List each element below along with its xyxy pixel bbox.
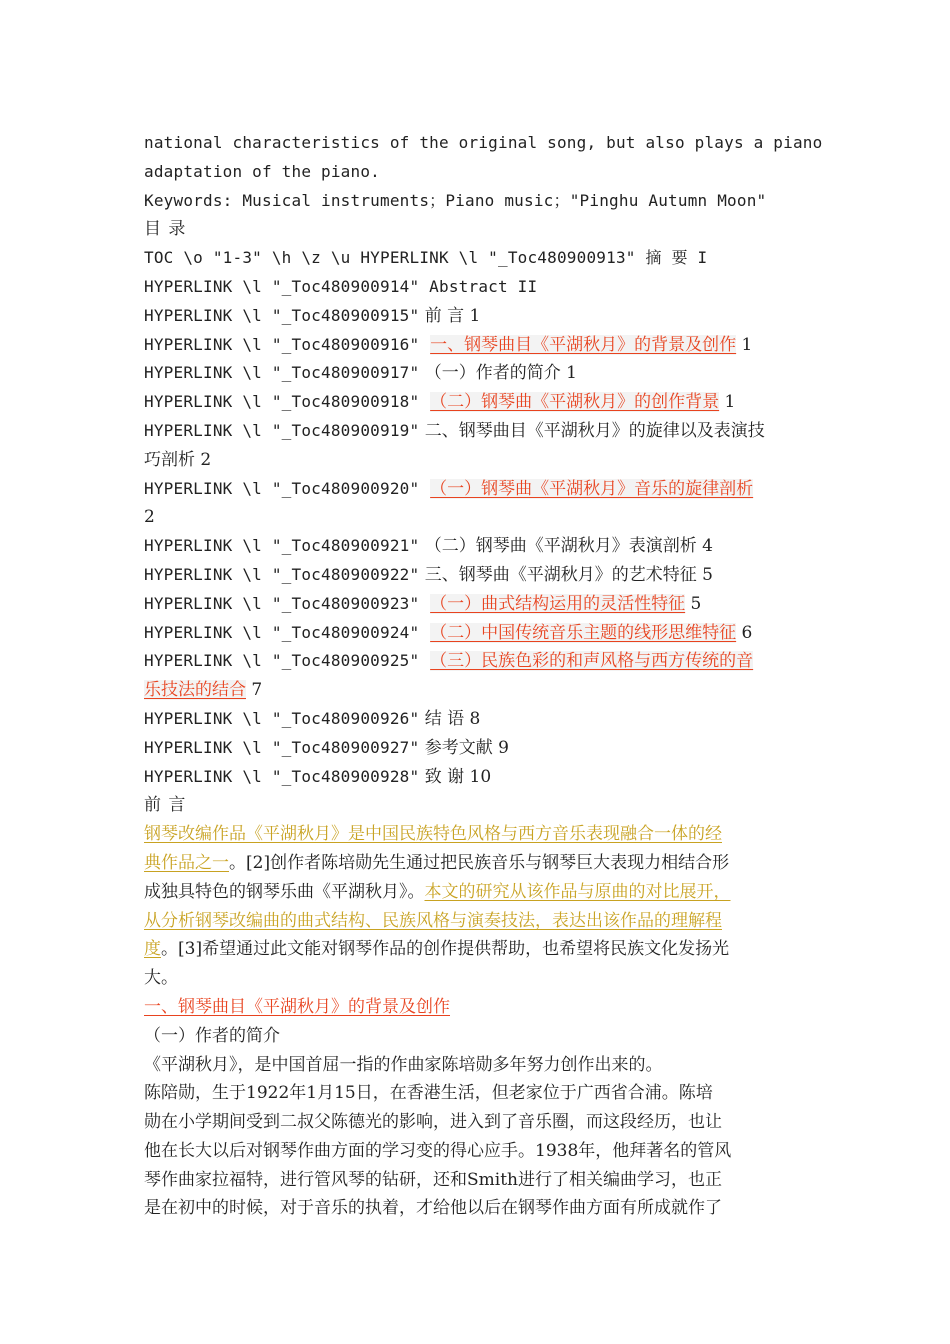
section-heading[interactable]: 一、钢琴曲目《平湖秋月》的背景及创作 [144,996,450,1017]
preface-line: 大。 [144,968,178,989]
preface-line: 从分析钢琴改编曲的曲式结构、民族风格与演奏技法，表达出该作品的理解程 [144,910,722,931]
abstract-line: national characteristics of the original song, but also plays a piano [144,133,823,152]
toc-heading: 目 录 [144,219,187,240]
toc-link: 乐技法的结合 [144,680,246,701]
toc-entry[interactable]: HYPERLINK \l "_Toc480900927" 参考文献 9 [144,737,509,758]
body-line: 《平湖秋月》，是中国首屈一指的作曲家陈培勋多年努力创作出来的。 [144,1054,663,1075]
toc-entry[interactable]: HYPERLINK \l "_Toc480900923" （一）曲式结构运用的灵活性特征 5 [144,593,702,614]
toc-entry[interactable]: HYPERLINK \l "_Toc480900928" 致 谢 10 [144,766,492,787]
toc-entry[interactable]: HYPERLINK \l "_Toc480900915" 前 言 1 [144,305,481,326]
toc-link: （三）民族色彩的和声风格与西方传统的音 [430,651,754,672]
toc-entry[interactable]: HYPERLINK \l "_Toc480900918" （二）钢琴曲《平湖秋月》的创作背景 1 [144,392,736,413]
toc-entry[interactable]: HYPERLINK \l "_Toc480900916" 一、钢琴曲目《平湖秋月》的背景及创作 1 [144,334,753,355]
toc-entry[interactable]: HYPERLINK \l "_Toc480900920" （一）钢琴曲《平湖秋月》音乐的旋律剖析 [144,478,754,499]
body-line: 陈陪勋，生于1922年1月15日，在香港生活，但老家位于广西省合浦。陈培 [144,1083,713,1104]
toc-entry[interactable]: HYPERLINK \l "_Toc480900917" （一）作者的简介 1 [144,363,577,384]
toc-link: （一）曲式结构运用的灵活性特征 [430,593,686,614]
body-line: 他在长大以后对钢琴作曲方面的学习变的得心应手。1938年，他拜著名的管风 [144,1140,732,1161]
subsection-heading: （一）作者的简介 [144,1025,280,1046]
keywords-line: Keywords: Musical instruments；Piano music；"Pinghu Autumn Moon" [144,190,767,210]
preface-line: 典作品之一。[2]创作者陈培勋先生通过把民族音乐与钢琴巨大表现力相结合形 [144,852,730,873]
toc-entry[interactable]: HYPERLINK \l "_Toc480900924" （二）中国传统音乐主题的线形思维特征 6 [144,622,753,643]
toc-field-code[interactable]: TOC \o "1-3" \h \z \u HYPERLINK \l "_Toc480900913" 摘 要 I [144,248,708,268]
body-line: 是在初中的时候，对于音乐的执着，才给他以后在钢琴作曲方面有所成就作了 [144,1198,722,1219]
toc-entry-cont[interactable]: 2 [144,507,155,528]
body-line: 勋在小学期间受到二叔父陈德光的影响，进入到了音乐圈，而这段经历，也让 [144,1112,722,1133]
preface-line: 钢琴改编作品《平湖秋月》是中国民族特色风格与西方音乐表现融合一体的经 [144,824,722,845]
toc-entry[interactable]: HYPERLINK \l "_Toc480900914" Abstract II [144,276,538,296]
toc-link: （二）钢琴曲《平湖秋月》的创作背景 [430,392,720,413]
toc-entry[interactable]: HYPERLINK \l "_Toc480900926" 结 语 8 [144,708,481,729]
toc-entry[interactable]: HYPERLINK \l "_Toc480900922" 三、钢琴曲《平湖秋月》的艺术特征 5 [144,564,713,585]
abstract-line: adaptation of the piano. [144,161,380,181]
toc-entry[interactable]: HYPERLINK \l "_Toc480900925" （三）民族色彩的和声风格与西方传统的音 [144,651,754,672]
toc-entry[interactable]: HYPERLINK \l "_Toc480900919" 二、钢琴曲目《平湖秋月》的旋律以及表演技 [144,420,765,441]
document-body [144,129,823,1223]
toc-entry-cont[interactable]: 巧剖析 2 [144,449,212,470]
preface-line: 度。[3]希望通过此文能对钢琴作品的创作提供帮助，也希望将民族文化发扬光 [144,939,730,960]
toc-link: 一、钢琴曲目《平湖秋月》的背景及创作 [430,334,737,355]
toc-entry[interactable]: HYPERLINK \l "_Toc480900921" （二）钢琴曲《平湖秋月》表演剖析 4 [144,536,713,557]
toc-link: （二）中国传统音乐主题的线形思维特征 [430,622,737,643]
body-line: 琴作曲家拉福特，进行管风琴的钻研，还和Smith进行了相关编曲学习，也正 [144,1169,722,1190]
preface-line: 成独具特色的钢琴乐曲《平湖秋月》。本文的研究从该作品与原曲的对比展开， [144,881,731,902]
toc-link: （一）钢琴曲《平湖秋月》音乐的旋律剖析 [430,478,754,499]
toc-entry-cont[interactable]: 乐技法的结合 7 [144,680,263,701]
preface-heading: 前 言 [144,795,187,816]
